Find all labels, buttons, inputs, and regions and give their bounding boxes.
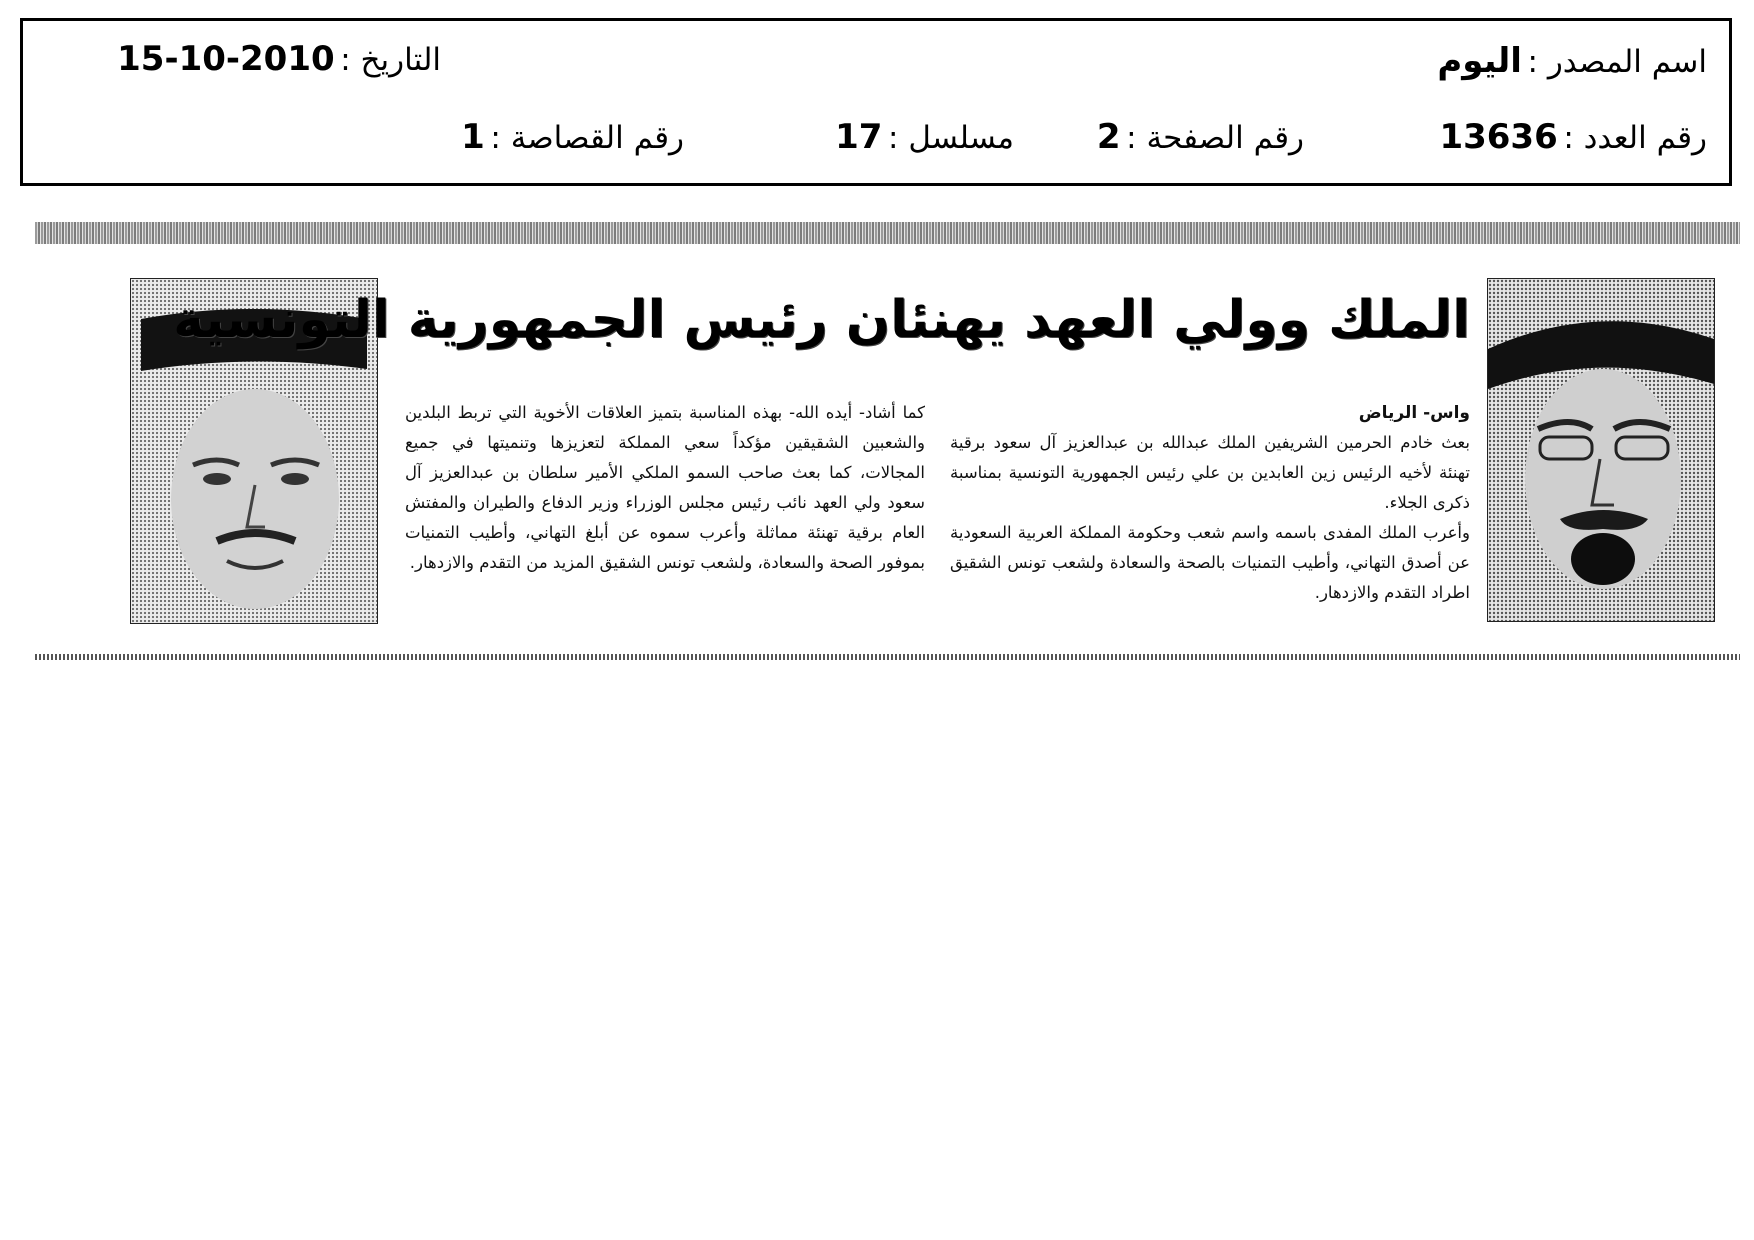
article-dateline: واس- الرياض	[1358, 403, 1470, 423]
page-field	[1097, 117, 1304, 157]
article-headline: الملك وولي العهد يهنئان رئيس الجمهورية التونسية	[173, 290, 1470, 350]
date-value: 2010-10-15	[117, 39, 335, 79]
issue-field	[1439, 117, 1707, 157]
page-value: 2	[1096, 117, 1121, 157]
source-field	[1437, 41, 1707, 81]
clipping-field	[461, 117, 684, 157]
clipping-metadata-box	[20, 18, 1732, 186]
article-paragraph: كما أشاد- أيده الله- بهذه المناسبة بتميز العلاقات الأخوية التي تربط البلدين والشعبين الشقيقين مؤكداً سعي المملكة لتعزيزها وتنميتها في جميع المجالات، كما بعث صاحب السمو الملكي الأمير سلطان بن عبدالعزيز آل سعود ولي العهد نائب رئيس مجلس الوزراء وزير الدفاع والطيران والمفتش العام برقية تهنئة مماثلة وأعرب سموه عن أبلغ التهاني، وأطيب التمنيات بموفور الصحة والسعادة، ولشعب تونس الشقيق المزيد من التقدم والازدهار.	[405, 403, 925, 572]
serial-label: مسلسل :	[888, 120, 1014, 156]
issue-label: رقم العدد :	[1563, 120, 1707, 156]
top-halftone-band	[35, 222, 1740, 244]
king-portrait-photo	[1487, 278, 1715, 622]
article-paragraph: وأعرب الملك المفدى باسمه واسم شعب وحكومة المملكة العربية السعودية عن أصدق التهاني، وأطيب التمنيات بالصحة والسعادة ولشعب تونس الشقيق اطراد التقدم والازدهار.	[950, 523, 1470, 602]
date-label: التاريخ :	[340, 42, 441, 78]
issue-value: 13636	[1439, 117, 1558, 157]
article-column-right	[950, 398, 1470, 608]
article-paragraph: بعث خادم الحرمين الشريفين الملك عبدالله بن عبدالعزيز آل سعود برقية تهنئة لأخيه الرئيس زين العابدين بن علي رئيس الجمهورية التونسية بمناسبة ذكرى الجلاء.	[950, 433, 1470, 512]
newspaper-clipping	[35, 222, 1740, 670]
clipping-value: 1	[461, 117, 485, 157]
king-portrait-illustration	[1488, 279, 1714, 621]
source-label: اسم المصدر :	[1527, 44, 1707, 80]
article-column-left	[405, 398, 925, 578]
clipping-label: رقم القصاصة :	[490, 120, 684, 156]
serial-value: 17	[835, 117, 883, 157]
source-value: اليوم	[1437, 41, 1522, 81]
serial-field	[835, 117, 1014, 157]
date-field	[117, 39, 441, 79]
page-label: رقم الصفحة :	[1126, 120, 1304, 156]
bottom-dotted-rule	[35, 654, 1740, 660]
